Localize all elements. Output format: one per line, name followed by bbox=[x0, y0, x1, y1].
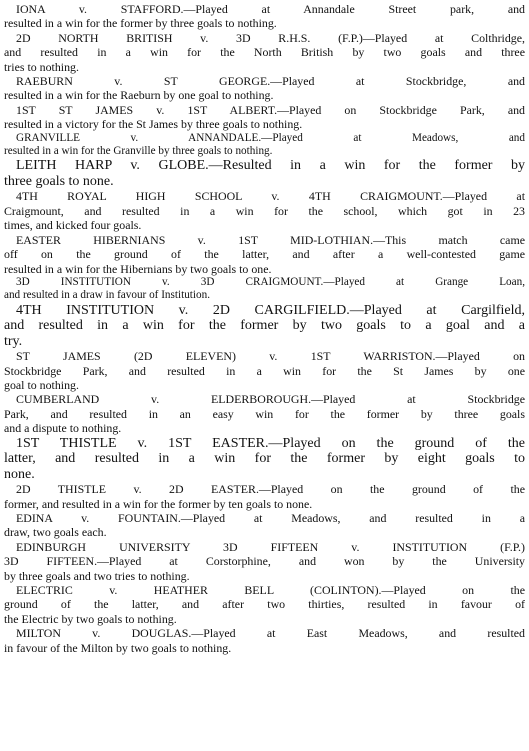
match-report-paragraph bbox=[4, 103, 525, 132]
report-line: try. bbox=[4, 333, 23, 349]
match-report-paragraph bbox=[4, 74, 525, 103]
report-line: goal to nothing. bbox=[4, 378, 79, 393]
report-line: Park, and resulted in an easy win for the former by three goals bbox=[4, 406, 525, 421]
report-line: none. bbox=[4, 466, 35, 482]
match-report-paragraph bbox=[4, 511, 525, 540]
report-line: former, and resulted in a win for the former by ten goals to none. bbox=[4, 496, 313, 511]
match-report-paragraph bbox=[4, 626, 525, 655]
report-line: 3D INSTITUTION v. 3D CRAIGMOUNT.—Played at Grange Loan, bbox=[16, 275, 525, 288]
report-line: Stockbridge Park, and resulted in a win for the St James by one bbox=[4, 363, 525, 378]
report-line: and resulted in a win for the North British by two goals and three bbox=[4, 45, 525, 60]
match-report-paragraph bbox=[4, 31, 525, 74]
report-line: 2D NORTH BRITISH v. 3D R.H.S. (F.P.)—Played at Colthridge, bbox=[16, 30, 525, 45]
report-line: by three goals and two tries to nothing. bbox=[4, 568, 190, 583]
report-line: in favour of the Milton by two goals to nothing. bbox=[4, 640, 232, 655]
report-line: resulted in a win for the former by three goals to nothing. bbox=[4, 16, 277, 31]
report-line: and resulted in a draw in favour of Institution. bbox=[4, 289, 210, 302]
match-report-paragraph bbox=[4, 303, 525, 350]
report-line: ST JAMES (2D ELEVEN) v. 1ST WARRISTON.—Played on bbox=[16, 349, 525, 364]
report-line: EASTER HIBERNIANS v. 1ST MID-LOTHIAN.—This match came bbox=[16, 232, 525, 247]
report-line: resulted in a victory for the St James by three goals to nothing. bbox=[4, 117, 303, 132]
report-line: tries to nothing. bbox=[4, 59, 79, 74]
report-line: latter, and resulted in a win for the former by eight goals to bbox=[4, 451, 525, 467]
match-report-paragraph bbox=[4, 132, 525, 159]
report-line: resulted in a win for the Raeburn by one goal to nothing. bbox=[4, 88, 274, 103]
report-line: 4TH ROYAL HIGH SCHOOL v. 4TH CRAIGMOUNT.—Played at bbox=[16, 189, 525, 204]
report-line: resulted in a win for the Granville by three goals to nothing. bbox=[4, 145, 273, 158]
match-report-paragraph bbox=[4, 233, 525, 276]
report-line: 1ST THISTLE v. 1ST EASTER.—Played on the ground of the bbox=[16, 435, 525, 451]
report-line: resulted in a win for the Hibernians by two goals to one. bbox=[4, 261, 272, 276]
report-line: off on the ground of the latter, and after a well-contested game bbox=[4, 247, 525, 262]
report-line: and a dispute to nothing. bbox=[4, 421, 122, 436]
report-line: and resulted in a win for the former by two goals to a goal and a bbox=[4, 318, 525, 334]
report-line: draw, two goals each. bbox=[4, 525, 107, 540]
report-line: 4TH INSTITUTION v. 2D CARGILFIELD.—Played at Cargilfield, bbox=[16, 302, 525, 318]
match-report-paragraph bbox=[4, 158, 525, 189]
report-line: ground of the latter, and after two thirties, resulted in favour of bbox=[4, 597, 525, 612]
match-report-paragraph bbox=[4, 583, 525, 626]
report-line: ELECTRIC v. HEATHER BELL (COLINTON).—Played on the bbox=[16, 583, 525, 597]
report-line: MILTON v. DOUGLAS.—Played at East Meadows, and resulted bbox=[16, 626, 525, 641]
report-line: the Electric by two goals to nothing. bbox=[4, 611, 177, 626]
match-report-paragraph bbox=[4, 540, 525, 583]
report-line: three goals to none. bbox=[4, 173, 114, 189]
report-line: 3D FIFTEEN.—Played at Corstorphine, and won by the University bbox=[4, 554, 525, 569]
report-line: EDINBURGH UNIVERSITY 3D FIFTEEN v. INSTITUTION (F.P.) bbox=[16, 539, 525, 554]
match-report-paragraph bbox=[4, 349, 525, 392]
report-line: Craigmount, and resulted in a win for the school, which got in 23 bbox=[4, 203, 525, 218]
report-line: EDINA v. FOUNTAIN.—Played at Meadows, and resulted in a bbox=[16, 510, 525, 525]
match-report-paragraph bbox=[4, 189, 525, 232]
report-line: 1ST ST JAMES v. 1ST ALBERT.—Played on Stockbridge Park, and bbox=[16, 102, 525, 117]
match-report-paragraph bbox=[4, 436, 525, 483]
report-line: IONA v. STAFFORD.—Played at Annandale Street park, and bbox=[16, 2, 525, 16]
report-line: times, and kicked four goals. bbox=[4, 218, 142, 233]
match-report-paragraph bbox=[4, 482, 525, 511]
match-report-paragraph bbox=[4, 276, 525, 303]
match-report-paragraph bbox=[4, 392, 525, 435]
report-line: LEITH HARP v. GLOBE.—Resulted in a win for the former by bbox=[16, 158, 525, 174]
report-line: GRANVILLE v. ANNANDALE.—Played at Meadows, and bbox=[16, 131, 525, 144]
report-line: CUMBERLAND v. ELDERBOROUGH.—Played at Stockbridge bbox=[16, 392, 525, 407]
report-line: RAEBURN v. ST GEORGE.—Played at Stockbridge, and bbox=[16, 74, 525, 89]
report-line: 2D THISTLE v. 2D EASTER.—Played on the ground of the bbox=[16, 482, 525, 497]
match-report-paragraph bbox=[4, 2, 525, 31]
